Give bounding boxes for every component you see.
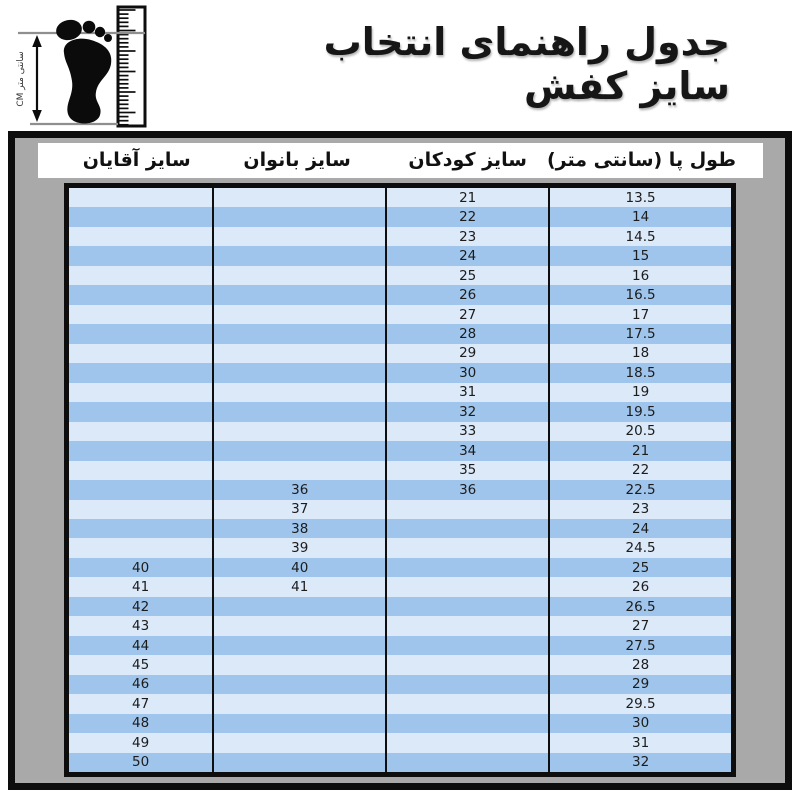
- cell-kids: 33: [385, 422, 548, 441]
- cell-foot: 27.5: [548, 636, 731, 655]
- cell-foot: 30: [548, 714, 731, 733]
- cell-men: [69, 266, 212, 285]
- cell-foot: 18: [548, 344, 731, 363]
- cell-women: [212, 733, 385, 752]
- cell-men: [69, 207, 212, 226]
- cell-women: [212, 422, 385, 441]
- table-row: [69, 655, 731, 674]
- cell-men: [69, 344, 212, 363]
- size-chart-board: [8, 131, 792, 790]
- cell-foot: 13.5: [548, 188, 731, 207]
- cell-women: [212, 285, 385, 304]
- cell-kids: 29: [385, 344, 548, 363]
- cell-women: 41: [212, 577, 385, 596]
- cell-men: 46: [132, 676, 150, 693]
- table-row: [69, 227, 731, 246]
- cell-kids: 34: [385, 441, 548, 460]
- cell-kids: [385, 675, 548, 694]
- table-row: [69, 636, 731, 655]
- cell-men: [69, 383, 212, 402]
- cell-men: [69, 480, 212, 499]
- cell-women: [212, 227, 385, 246]
- footprint-toe-3: [95, 27, 105, 37]
- cell-kids: [385, 694, 548, 713]
- cell-men: 50: [132, 754, 150, 771]
- cell-women: 37: [212, 500, 385, 519]
- cell-foot: 29.5: [548, 694, 731, 713]
- cell-kids: [385, 538, 548, 557]
- table-row: [69, 207, 731, 226]
- cell-foot: 22: [548, 461, 731, 480]
- cell-women: [212, 402, 385, 421]
- cell-women: [212, 344, 385, 363]
- table-row: [69, 266, 731, 285]
- cell-foot: 26: [548, 577, 731, 596]
- table-row: [69, 383, 731, 402]
- cm-label: CM سانتی متر: [16, 51, 26, 107]
- cell-kids: 25: [385, 266, 548, 285]
- cell-men: [69, 188, 212, 207]
- cell-women: [212, 675, 385, 694]
- cell-women: [212, 246, 385, 265]
- cell-men: 40: [132, 559, 150, 576]
- cell-kids: 31: [385, 383, 548, 402]
- cell-kids: 22: [385, 207, 548, 226]
- cell-women: [212, 363, 385, 382]
- table-row: [69, 733, 731, 752]
- cell-foot: 15: [548, 246, 731, 265]
- cell-kids: 32: [385, 402, 548, 421]
- cell-women: [212, 324, 385, 343]
- table-row: [69, 597, 731, 616]
- cell-women: 38: [212, 519, 385, 538]
- cell-kids: 28: [385, 324, 548, 343]
- table-row: [69, 324, 731, 343]
- arrow-head-up: [32, 35, 42, 47]
- cell-kids: [385, 500, 548, 519]
- footprint-toe-2: [83, 21, 96, 34]
- table-row: [69, 500, 731, 519]
- cell-kids: 21: [385, 188, 548, 207]
- cell-men: [69, 441, 212, 460]
- cell-foot: 19.5: [548, 402, 731, 421]
- cell-foot: 21: [548, 441, 731, 460]
- cell-foot: 20.5: [548, 422, 731, 441]
- cell-men: [69, 285, 212, 304]
- table-row: [69, 344, 731, 363]
- cell-kids: [385, 616, 548, 635]
- cell-men: [69, 538, 212, 557]
- cell-women: [212, 655, 385, 674]
- table-row: [69, 577, 731, 596]
- cell-men: [69, 227, 212, 246]
- cell-foot: 16: [548, 266, 731, 285]
- cell-foot: 14: [548, 207, 731, 226]
- table-row: [69, 461, 731, 480]
- cell-kids: 30: [385, 363, 548, 382]
- cell-foot: 23: [548, 500, 731, 519]
- cell-kids: [385, 733, 548, 752]
- cell-women: [212, 714, 385, 733]
- table-row: [69, 480, 731, 499]
- foot-measurement-logo: [12, 5, 148, 128]
- page-title: جدول راهنمای انتخاب سایز کفش: [323, 20, 730, 108]
- cell-men: [69, 461, 212, 480]
- cell-foot: 28: [548, 655, 731, 674]
- cell-kids: 35: [385, 461, 548, 480]
- table-row: [69, 538, 731, 557]
- cell-kids: 36: [385, 480, 548, 499]
- header-women-size: سایز بانوان: [243, 149, 351, 171]
- cell-men: 43: [132, 618, 150, 635]
- cell-men: [69, 246, 212, 265]
- cell-men: [69, 363, 212, 382]
- cell-foot: 17.5: [548, 324, 731, 343]
- cell-foot: 14.5: [548, 227, 731, 246]
- table-row: [69, 694, 731, 713]
- cell-women: 39: [212, 538, 385, 557]
- cell-women: 36: [212, 480, 385, 499]
- table-row: [69, 714, 731, 733]
- cell-kids: 26: [385, 285, 548, 304]
- footprint-toe-4: [104, 34, 112, 42]
- cell-men: 42: [132, 598, 150, 615]
- cell-foot: 16.5: [548, 285, 731, 304]
- cell-foot: 32: [548, 753, 731, 772]
- cell-foot: 26.5: [548, 597, 731, 616]
- table-row: [69, 188, 731, 207]
- cell-kids: [385, 558, 548, 577]
- size-table: [64, 183, 736, 777]
- cell-foot: 18.5: [548, 363, 731, 382]
- cell-foot: 22.5: [548, 480, 731, 499]
- cell-men: 45: [132, 656, 150, 673]
- cell-women: [212, 305, 385, 324]
- header-men-size: سایز آقایان: [82, 149, 191, 171]
- cell-kids: [385, 636, 548, 655]
- table-row: [69, 305, 731, 324]
- cell-men: [69, 324, 212, 343]
- cell-men: 41: [132, 579, 150, 596]
- cell-men: [69, 519, 212, 538]
- cell-women: [212, 753, 385, 772]
- cell-women: [212, 383, 385, 402]
- cell-men: 44: [132, 637, 150, 654]
- table-row: [69, 363, 731, 382]
- cell-kids: 24: [385, 246, 548, 265]
- table-row: [69, 753, 731, 772]
- cell-men: 48: [132, 715, 150, 732]
- cell-kids: [385, 597, 548, 616]
- table-row: [69, 285, 731, 304]
- cell-kids: 23: [385, 227, 548, 246]
- cell-women: [212, 597, 385, 616]
- cell-foot: 25: [548, 558, 731, 577]
- footprint-big-toe: [54, 18, 84, 43]
- header-kids-size: سایز کودکان: [408, 149, 527, 171]
- cell-kids: [385, 753, 548, 772]
- cell-kids: [385, 577, 548, 596]
- cell-foot: 29: [548, 675, 731, 694]
- table-row: [69, 675, 731, 694]
- table-row: [69, 441, 731, 460]
- cell-men: 47: [132, 695, 150, 712]
- cell-kids: 27: [385, 305, 548, 324]
- header-section: [0, 0, 800, 131]
- cell-men: [69, 402, 212, 421]
- cell-women: [212, 441, 385, 460]
- cell-men: [69, 305, 212, 324]
- header-foot-length: طول پا (سانتی متر): [546, 149, 736, 171]
- cell-kids: [385, 655, 548, 674]
- table-row: [69, 246, 731, 265]
- table-row: [69, 422, 731, 441]
- cell-women: 40: [212, 558, 385, 577]
- cell-foot: 17: [548, 305, 731, 324]
- cell-foot: 27: [548, 616, 731, 635]
- cell-women: [212, 616, 385, 635]
- cell-women: [212, 188, 385, 207]
- cell-women: [212, 694, 385, 713]
- table-row: [69, 616, 731, 635]
- table-row: [69, 402, 731, 421]
- cell-foot: 24.5: [548, 538, 731, 557]
- cell-men: 49: [132, 734, 150, 751]
- cell-kids: [385, 519, 548, 538]
- table-header-row: [38, 143, 763, 178]
- cell-kids: [385, 714, 548, 733]
- table-row: [69, 558, 731, 577]
- arrow-head-down: [32, 110, 42, 122]
- cell-foot: 24: [548, 519, 731, 538]
- cell-men: [69, 422, 212, 441]
- cell-women: [212, 636, 385, 655]
- table-row: [69, 519, 731, 538]
- cell-foot: 19: [548, 383, 731, 402]
- cell-men: [69, 500, 212, 519]
- cell-foot: 31: [548, 733, 731, 752]
- footprint-sole: [64, 39, 111, 124]
- cell-women: [212, 207, 385, 226]
- cell-women: [212, 461, 385, 480]
- cell-women: [212, 266, 385, 285]
